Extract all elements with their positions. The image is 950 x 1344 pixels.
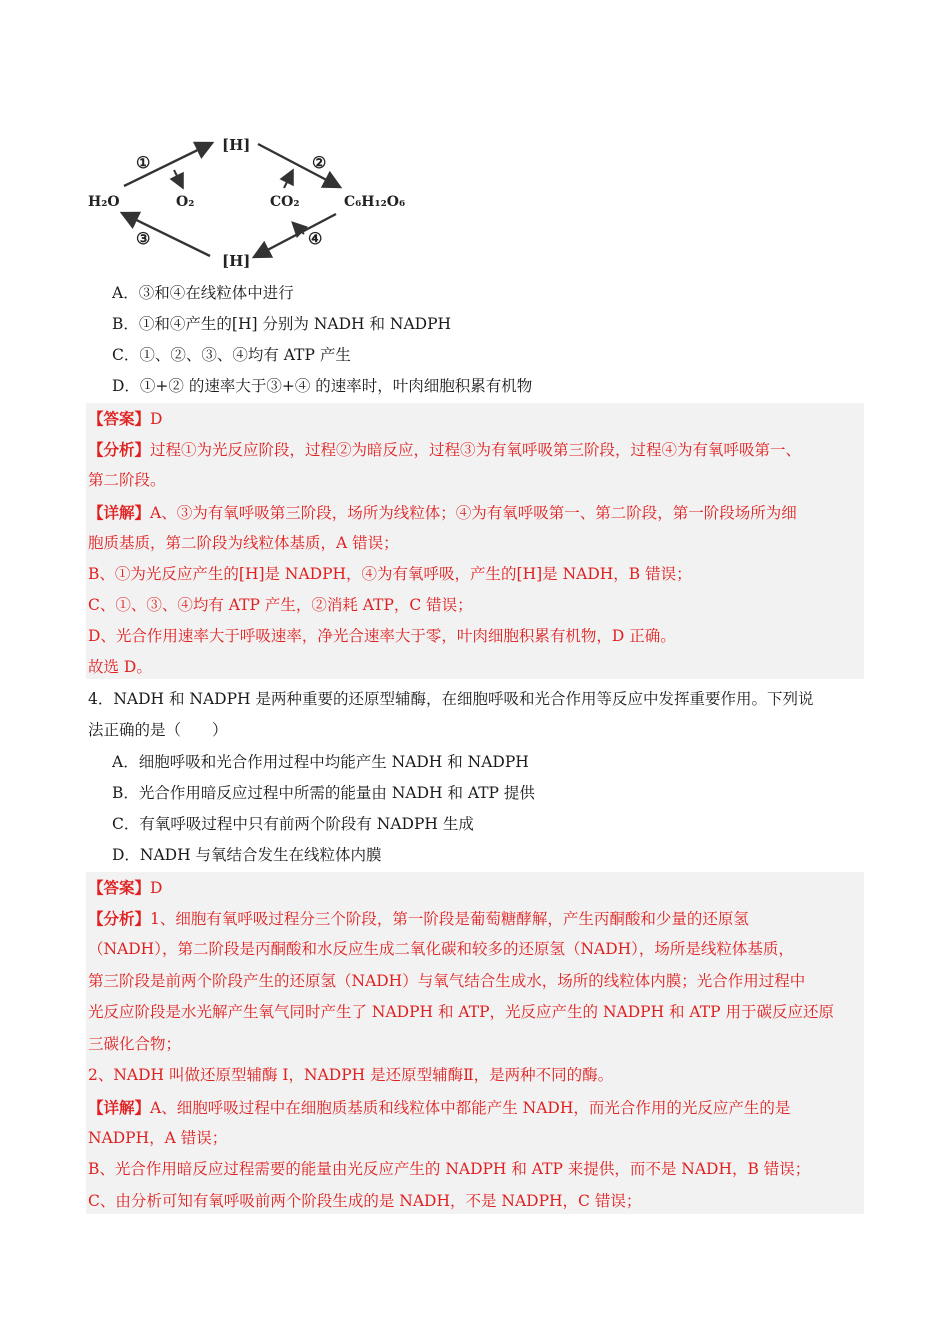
q4-option-a: A．细胞呼吸和光合作用过程中均能产生 NADH 和 NADPH [112,753,529,771]
q4-analysis-line-3: 第三阶段是前两个阶段产生的还原氢（NADH）与氧气结合生成水，场所的线粒体内膜；光合作用过程中 [88,972,806,990]
label-n3: ③ [136,229,151,248]
q3-option-b: B．①和④产生的[H] 分别为 NADH 和 NADPH [112,315,452,333]
q4-analysis-line-5: 三碳化合物； [88,1035,182,1053]
q3-detail-d: D、光合作用速率大于呼吸速率，净光合速率大于零，叶肉细胞积累有机物，D 正确。 [88,627,676,645]
q4-stem-line-2: 法正确的是（ ） [88,721,228,739]
label-n1: ① [136,153,151,172]
q4-analysis-line-6: 2、NADH 叫做还原型辅酶 I，NADPH 是还原型辅酶Ⅱ，是两种不同的酶。 [88,1066,614,1084]
detail-tag: 【详解】 [88,503,151,522]
q4-answer [88,872,868,904]
q4-detail-c: C、由分析可知有氧呼吸前两个阶段生成的是 NADH，不是 NADPH，C 错误； [88,1192,642,1210]
q3-detail-c: C、①、③、④均有 ATP 产生，②消耗 ATP，C 错误； [88,596,473,614]
process-diagram [88,124,408,274]
q4-analysis-line-2: （NADH），第二阶段是丙酮酸和水反应生成二氧化碳和较多的还原氢（NADH），场所是线粒体基质， [88,940,794,958]
q3-analysis-line-2: 第二阶段。 [88,471,166,489]
label-h-bottom: [H] [222,252,251,270]
detail-tag: 【详解】 [88,1098,151,1117]
q4-option-b: B．光合作用暗反应过程中所需的能量由 NADH 和 ATP 提供 [112,784,535,802]
q3-analysis-line-1 [88,434,868,466]
label-h2o: H₂O [88,194,120,210]
answer-value: D [150,410,163,428]
label-glucose: C₆H₁₂O₆ [344,194,406,210]
q3-detail-line-2: 胞质基质，第二阶段为线粒体基质，A 错误； [88,534,399,552]
q4-analysis-line-1 [88,903,868,935]
q4-option-d: D．NADH 与氧结合发生在线粒体内膜 [112,846,382,864]
label-n4: ④ [308,229,323,248]
q3-option-a: A．③和④在线粒体中进行 [112,284,294,302]
label-h-top: [H] [222,136,251,154]
detail-text: A、细胞呼吸过程中在细胞质基质和线粒体中都能产生 NADH，而光合作用的光反应产生的是 [150,1099,791,1117]
q4-detail-line-2: NADPH，A 错误； [88,1129,228,1147]
q3-detail-line-1 [88,497,868,529]
q4-option-c: C．有氧呼吸过程中只有前两个阶段有 NADPH 生成 [112,815,474,833]
q3-answer [88,403,868,435]
q3-detail-b: B、①为光反应产生的[H]是 NADPH，④为有氧呼吸，产生的[H]是 NADH，B 错误； [88,565,692,583]
label-n2: ② [312,153,327,172]
arrow-4 [256,214,336,256]
answer-tag: 【答案】 [88,878,151,897]
q3-option-c: C．①、②、③、④均有 ATP 产生 [112,346,351,364]
arrow-o2 [174,170,182,186]
answer-value: D [150,879,163,897]
q4-stem-line-1: 4．NADH 和 NADPH 是两种重要的还原型辅酶，在细胞呼吸和光合作用等反应中发挥重要作用。下列说 [88,690,814,708]
arrow-co2 [284,172,292,188]
q3-option-d: D．①+② 的速率大于③+④ 的速率时，叶肉细胞积累有机物 [112,377,533,395]
answer-tag: 【答案】 [88,409,151,428]
analysis-text: 过程①为光反应阶段，过程②为暗反应，过程③为有氧呼吸第三阶段，过程④为有氧呼吸第一、 [150,441,802,459]
analysis-text: 1、细胞有氧呼吸过程分三个阶段，第一阶段是葡萄糖酵解，产生丙酮酸和少量的还原氢 [150,910,749,928]
label-co2: CO₂ [270,194,300,210]
analysis-tag: 【分析】 [88,909,151,928]
q4-detail-line-1 [88,1092,868,1124]
analysis-tag: 【分析】 [88,440,151,459]
q4-analysis-line-4: 光反应阶段是水光解产生氧气同时产生了 NADPH 和 ATP，光反应产生的 NADPH 和 ATP 用于碳反应还原 [88,1003,834,1021]
detail-text: A、③为有氧呼吸第三阶段，场所为线粒体；④为有氧呼吸第一、第二阶段，第一阶段场所为细 [150,504,797,522]
label-o2: O₂ [176,194,195,210]
q3-conclusion: 故选 D。 [88,658,152,676]
q4-detail-b: B、光合作用暗反应过程需要的能量由光反应产生的 NADPH 和 ATP 来提供，而不是 NADH，B 错误； [88,1160,811,1178]
